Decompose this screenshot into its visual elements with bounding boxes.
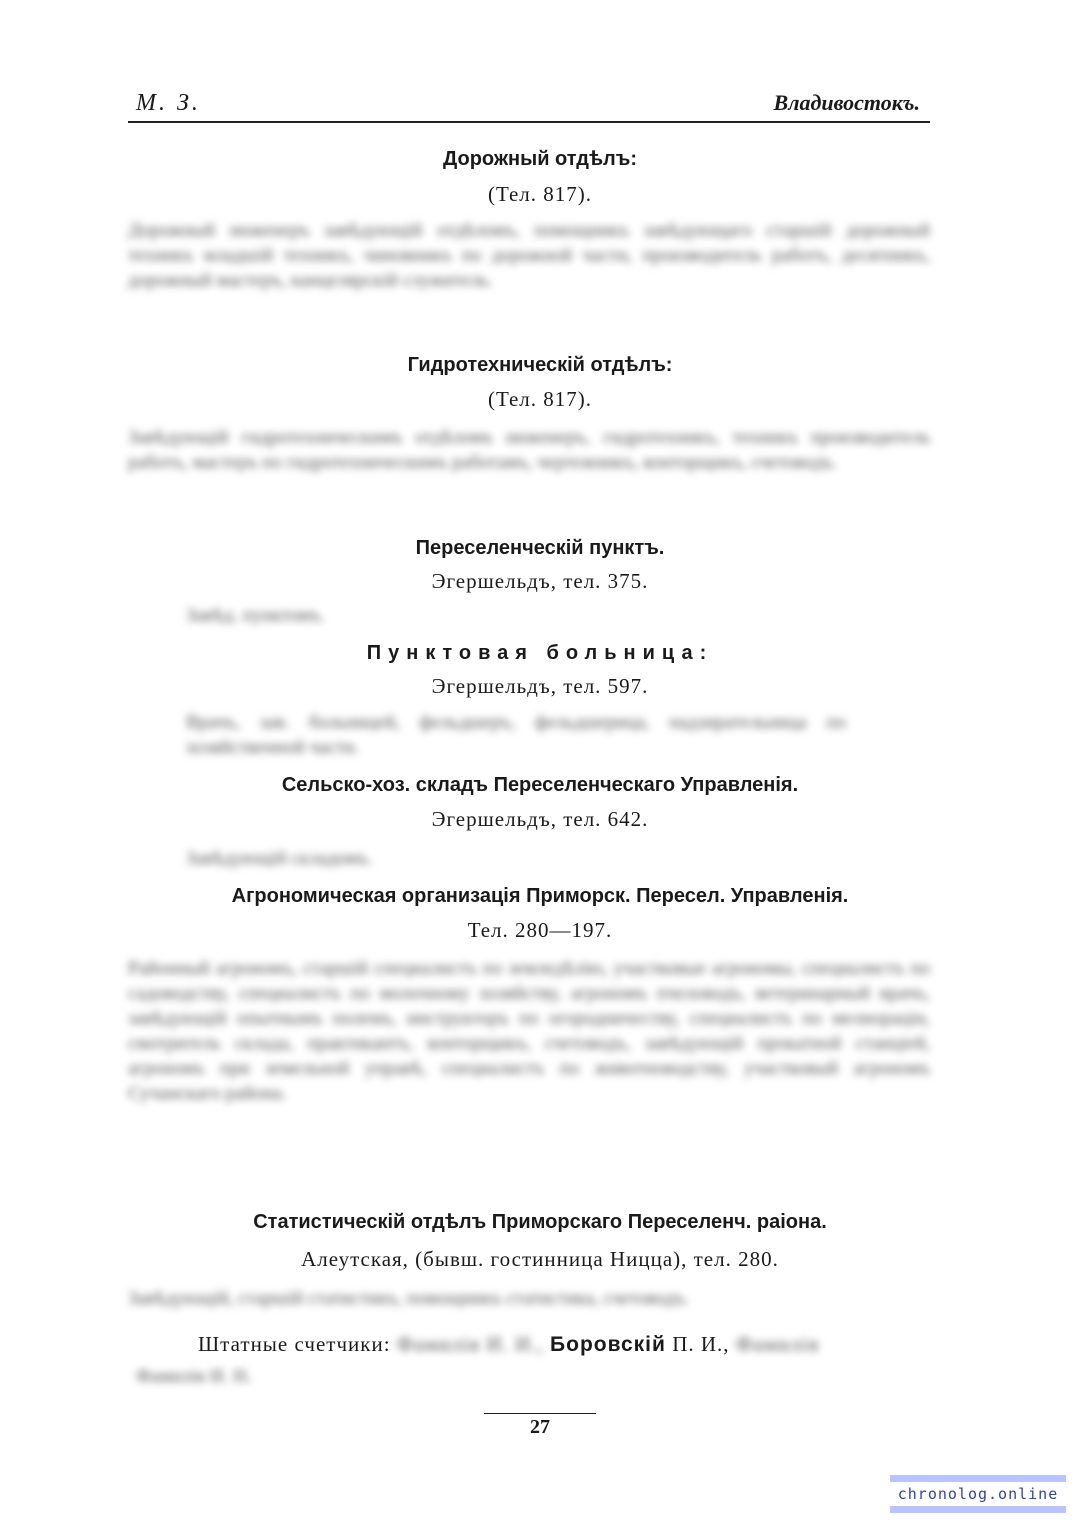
staff-line: [198, 1332, 819, 1357]
section-title-agronomy: Агрономическая организація Приморск. Пересел. Управленія.: [231, 885, 849, 907]
blurred-paragraph-hydro: Завѣдующій гидротехническимъ отдѣломъ инженеръ, гидротехникъ, техникъ производитель работъ, мастеръ по гидротехническимъ работамъ, чертежникъ, конторщикъ, счетоводъ.: [128, 427, 930, 473]
section-sub-agronomy: Тел. 280—197.: [467, 918, 613, 942]
header-right: Владивостокъ.: [773, 90, 920, 115]
blurred-paragraph-statistics: Завѣдующій, старшій статистикъ, помощникъ статистика, счетоводъ.: [128, 1288, 690, 1309]
section-title-hospital: Пунктовая больница:: [366, 642, 714, 664]
watermark-badge: [890, 1475, 1066, 1513]
section-title-statistics: Статистическій отдѣлъ Приморскаго Переселенч. раіона.: [253, 1211, 827, 1233]
header-rule: [128, 121, 930, 123]
section-sub-statistics: Алеутская, (бывш. гостинница Ницца), тел. 280.: [301, 1247, 779, 1271]
section-sub-road: (Тел. 817).: [487, 182, 593, 206]
section-sub-warehouse: Эгершельдъ, тел. 642.: [431, 807, 649, 831]
section-sub-hydro: (Тел. 817).: [487, 387, 593, 411]
section-title-warehouse: Сельско-хоз. складъ Переселенческаго Управленія.: [281, 774, 799, 796]
page-number: 27: [530, 1416, 550, 1438]
section-title-resettlement-point: Переселенческій пунктъ.: [415, 537, 665, 559]
blurred-paragraph-road: Дорожный инженеръ завѣдующій отдѣломъ, помощникъ завѣдующаго старшій дорожный техникъ младшій техникъ, чиновникъ по дорожной части, производитель работъ, десятникъ, дорожный мастеръ, канцелярскій служитель.: [128, 220, 930, 291]
section-title-hydro: Гидротехническій отдѣлъ:: [407, 354, 673, 376]
section-sub-resettlement-point: Эгершельдъ, тел. 375.: [431, 569, 649, 593]
footer-rule: [484, 1413, 596, 1414]
header-left: М. З.: [136, 90, 201, 116]
section-sub-hospital: Эгершельдъ, тел. 597.: [431, 674, 649, 698]
blurred-paragraph-hospital: Врачъ, зав. больницей, фельдшеръ, фельдшерица, надзирательница по хозяйственной части.: [186, 712, 846, 758]
watermark-text: chronolog.online: [890, 1482, 1067, 1506]
blurred-paragraph-resettlement-point: Завѣд. пунктомъ.: [186, 605, 326, 626]
staff-bold-name: Боровскій: [550, 1333, 666, 1356]
staff-blurred-name-2: Фамилія: [735, 1332, 820, 1356]
staff-label: Штатные счетчики:: [198, 1332, 391, 1356]
staff-initials: П. И.,: [672, 1332, 730, 1356]
blurred-paragraph-agronomy: Районный агрономъ, старшій специалистъ по земледѣлію, участковые агрономы, специалистъ по садоводству, специалистъ по молочному хозяйству, агрономъ пчеловодъ, ветеринарный врачъ, завѣдующій опытнымъ полемъ, инструкторъ по огородничеству, специалистъ по мелиораціи, смотритель склада, практикантъ, конторщикъ, счетоводъ, завѣдующій прокатной станціей, агрономъ при земельной управѣ, специалистъ по животноводству, участковый агрономъ Сучанскаго района.: [128, 958, 930, 1104]
blurred-paragraph-warehouse: Завѣдующій складомъ.: [186, 848, 373, 869]
staff-blurred-line-2: Фамилія И. Н.: [136, 1366, 252, 1387]
staff-blurred-name-1: Фамилія И. И.,: [396, 1332, 544, 1356]
section-title-road: Дорожный отдѣлъ:: [442, 148, 637, 170]
